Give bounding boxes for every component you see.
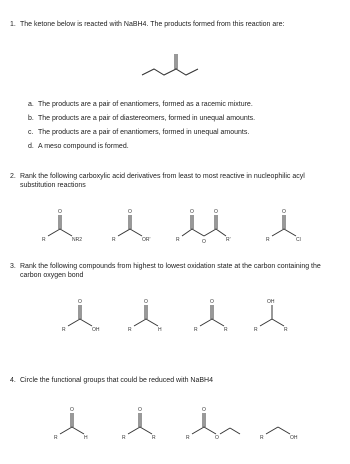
question-number: 4. [10, 377, 16, 384]
oxygen-label: O [138, 407, 142, 413]
oxygen-label: O [190, 209, 194, 215]
question-number: 3. [10, 263, 16, 270]
right-group-label: R [152, 435, 156, 441]
option-c[interactable]: c. The products are a pair of enantiomers, formed in unequal amounts. [28, 129, 250, 136]
question-text: Rank the following compounds from highest to lowest oxidation state at the carbon containing the carbon oxygen bond [20, 263, 321, 279]
oxygen-label: O [202, 407, 206, 413]
right-group-label: R [224, 327, 228, 333]
right-group-label: OH [92, 327, 100, 333]
ester-structure [182, 406, 262, 451]
right-group-label: H [84, 435, 88, 441]
oxygen-label: O [214, 209, 218, 215]
q1-options [28, 98, 338, 154]
oxygen-label: O [70, 407, 74, 413]
hydroxyl-label: OH [267, 299, 275, 305]
left-group-label: R [42, 237, 46, 243]
question-2 [10, 172, 340, 190]
right-group-label: OH [290, 435, 298, 441]
aldehyde-structure [124, 298, 184, 343]
oxygen-label: O [282, 209, 286, 215]
option-d[interactable]: d. A meso compound is formed. [28, 143, 129, 150]
left-group-label: R [260, 435, 264, 441]
oxygen-label: O [144, 299, 148, 305]
secondary-alcohol-structure [250, 290, 310, 340]
right-group-label: H [158, 327, 162, 333]
acid-chloride-structure [262, 208, 322, 253]
oxygen-label: O [78, 299, 82, 305]
ester-structure [108, 208, 168, 253]
aldehyde-structure [50, 406, 110, 451]
option-b[interactable]: b. The products are a pair of diastereomers, formed in unequal amounts. [28, 115, 256, 122]
ketone-structure [190, 298, 250, 343]
alcohol-structure [256, 406, 326, 451]
question-3 [10, 262, 340, 280]
right-group-label: R [284, 327, 288, 333]
amide-structure [38, 208, 98, 253]
ketone-structure [140, 50, 210, 85]
question-text: Circle the functional groups that could be reduced with NaBH4 [20, 377, 213, 384]
oxygen-label: O [58, 209, 62, 215]
question-1 [10, 20, 340, 29]
ester-oxygen-label: O [215, 435, 219, 441]
oxygen-label: O [128, 209, 132, 215]
right-group-label: OR' [142, 237, 151, 243]
oxygen-label: O [210, 299, 214, 305]
left-group-label: R [254, 327, 258, 333]
question-number: 1. [10, 21, 16, 28]
ketone-structure [118, 406, 178, 451]
bridge-oxygen-label: O [202, 239, 206, 245]
carboxylic-acid-structure [58, 298, 118, 343]
right-group-label: Cl [296, 237, 301, 243]
left-group-label: R [186, 435, 190, 441]
question-number: 2. [10, 173, 16, 180]
left-group-label: R [122, 435, 126, 441]
left-group-label: R [62, 327, 66, 333]
left-group-label: R [176, 237, 180, 243]
option-a[interactable]: a. The products are a pair of enantiomers, formed as a racemic mixture. [28, 101, 253, 108]
left-group-label: R [54, 435, 58, 441]
question-4 [10, 376, 340, 385]
right-group-label: R' [226, 237, 231, 243]
left-group-label: R [266, 237, 270, 243]
left-group-label: R [128, 327, 132, 333]
question-text: Rank the following carboxylic acid derivatives from least to most reactive in nucleophilic acyl substitution reactions [20, 173, 305, 189]
anhydride-structure [170, 208, 250, 253]
left-group-label: R [194, 327, 198, 333]
question-text: The ketone below is reacted with NaBH4. The products formed from this reaction are: [20, 21, 285, 28]
right-group-label: NR2 [72, 237, 83, 243]
left-group-label: R [112, 237, 116, 243]
